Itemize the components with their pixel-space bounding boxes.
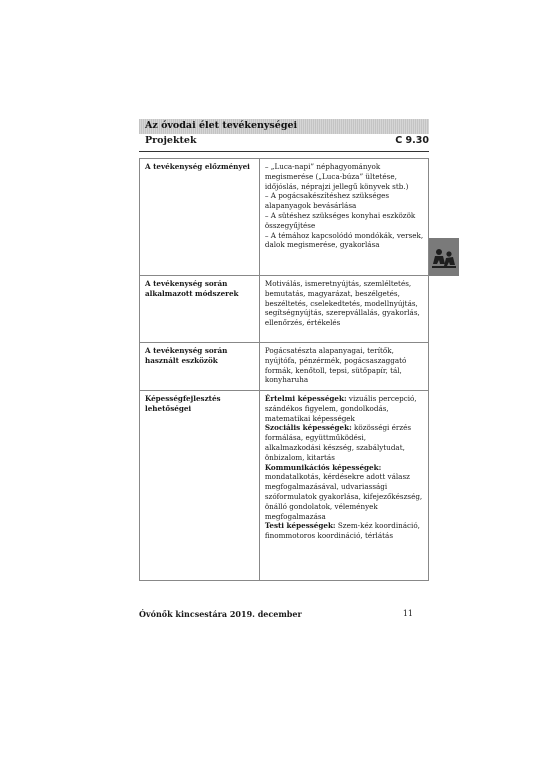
- table-row: [140, 343, 429, 391]
- row-label: A tevékenység előzményei: [140, 159, 260, 276]
- skill-lead: Kommunikációs képességek:: [264, 462, 382, 472]
- skill-lead: Testi képességek:: [264, 521, 336, 531]
- children-playing-icon: [431, 244, 457, 274]
- list-item: – „Luca-napi” néphagyományok megismerése („Luca-búza” ültetése, időjóslás, néprajzi jellegű könyvek stb.): [264, 162, 409, 191]
- skill-text: Szem-kéz koordináció, finommotoros koordináció, térlátás: [264, 521, 420, 541]
- section-code: C 9.30: [395, 135, 429, 146]
- section-label: Projektek: [145, 135, 197, 146]
- row-content: Pogácsatészta alapanyagai, terítők, nyújtófa, pénzérmék, pogácsaszaggató formák, kenőtoll, tepsi, sütőpapír, tál, konyharuha: [259, 343, 428, 391]
- chapter-thumb-tab: [429, 238, 459, 276]
- skill-item: [265, 423, 424, 462]
- table-row: [140, 276, 429, 343]
- page-title: Az óvodai élet tevékenységei: [145, 120, 298, 131]
- table-row: [140, 391, 429, 581]
- skill-text: közösségi érzés formálása, együttműködési, alkalmazkodási készség, szabálytudat, önbizalom, kitartás: [264, 423, 412, 462]
- row-label: A tevékenység során használt eszközök: [140, 343, 260, 391]
- skill-item: [265, 521, 424, 541]
- table-row: [140, 159, 429, 276]
- section-header: [139, 135, 429, 149]
- skill-lead: Értelmi képességek:: [264, 394, 347, 403]
- list-item: – A pogácsakészítéshez szükséges alapanyagok bevásárlása: [264, 191, 390, 211]
- page-footer: [139, 609, 429, 623]
- list-item: – A sütéshez szükséges konyhai eszközök összegyűjtése: [264, 210, 416, 230]
- activity-table: [139, 158, 429, 581]
- row-content: Motiválás, ismeretnyújtás, szemléltetés, bemutatás, magyarázat, beszélgetés, beszéltetés, cselekedtetés, modellnyújtás, segítségnyújtás, szerepvállalás, gyakorlás, ellenőrzés, értékelés: [259, 276, 428, 343]
- publication-name: Óvónők kincsestára 2019. december: [139, 609, 302, 619]
- page-number: 11: [402, 609, 413, 618]
- row-content: [259, 391, 428, 581]
- row-label: A tevékenység során alkalmazott módszerek: [140, 276, 260, 343]
- header-divider: [139, 151, 429, 152]
- skill-text: mondatalkotás, kérdésekre adott válasz megfogalmazásával, udvariassági szóformulatok gyakorlása, kifejezőkészség, önálló gondolatok, vélemények megfogalmazása: [264, 472, 423, 521]
- skill-lead: Szociális képességek:: [264, 423, 352, 433]
- row-content: [259, 159, 428, 276]
- skill-item: [265, 463, 424, 522]
- list-item: – A témához kapcsolódó mondókák, versek, dalok megismerése, gyakorlása: [264, 230, 424, 250]
- skill-text: vizuális percepció, szándékos figyelem, gondolkodás, matematikai képességek: [264, 394, 417, 423]
- skill-item: [265, 394, 424, 423]
- row-label: Képességfejlesztés lehetőségei: [140, 391, 260, 581]
